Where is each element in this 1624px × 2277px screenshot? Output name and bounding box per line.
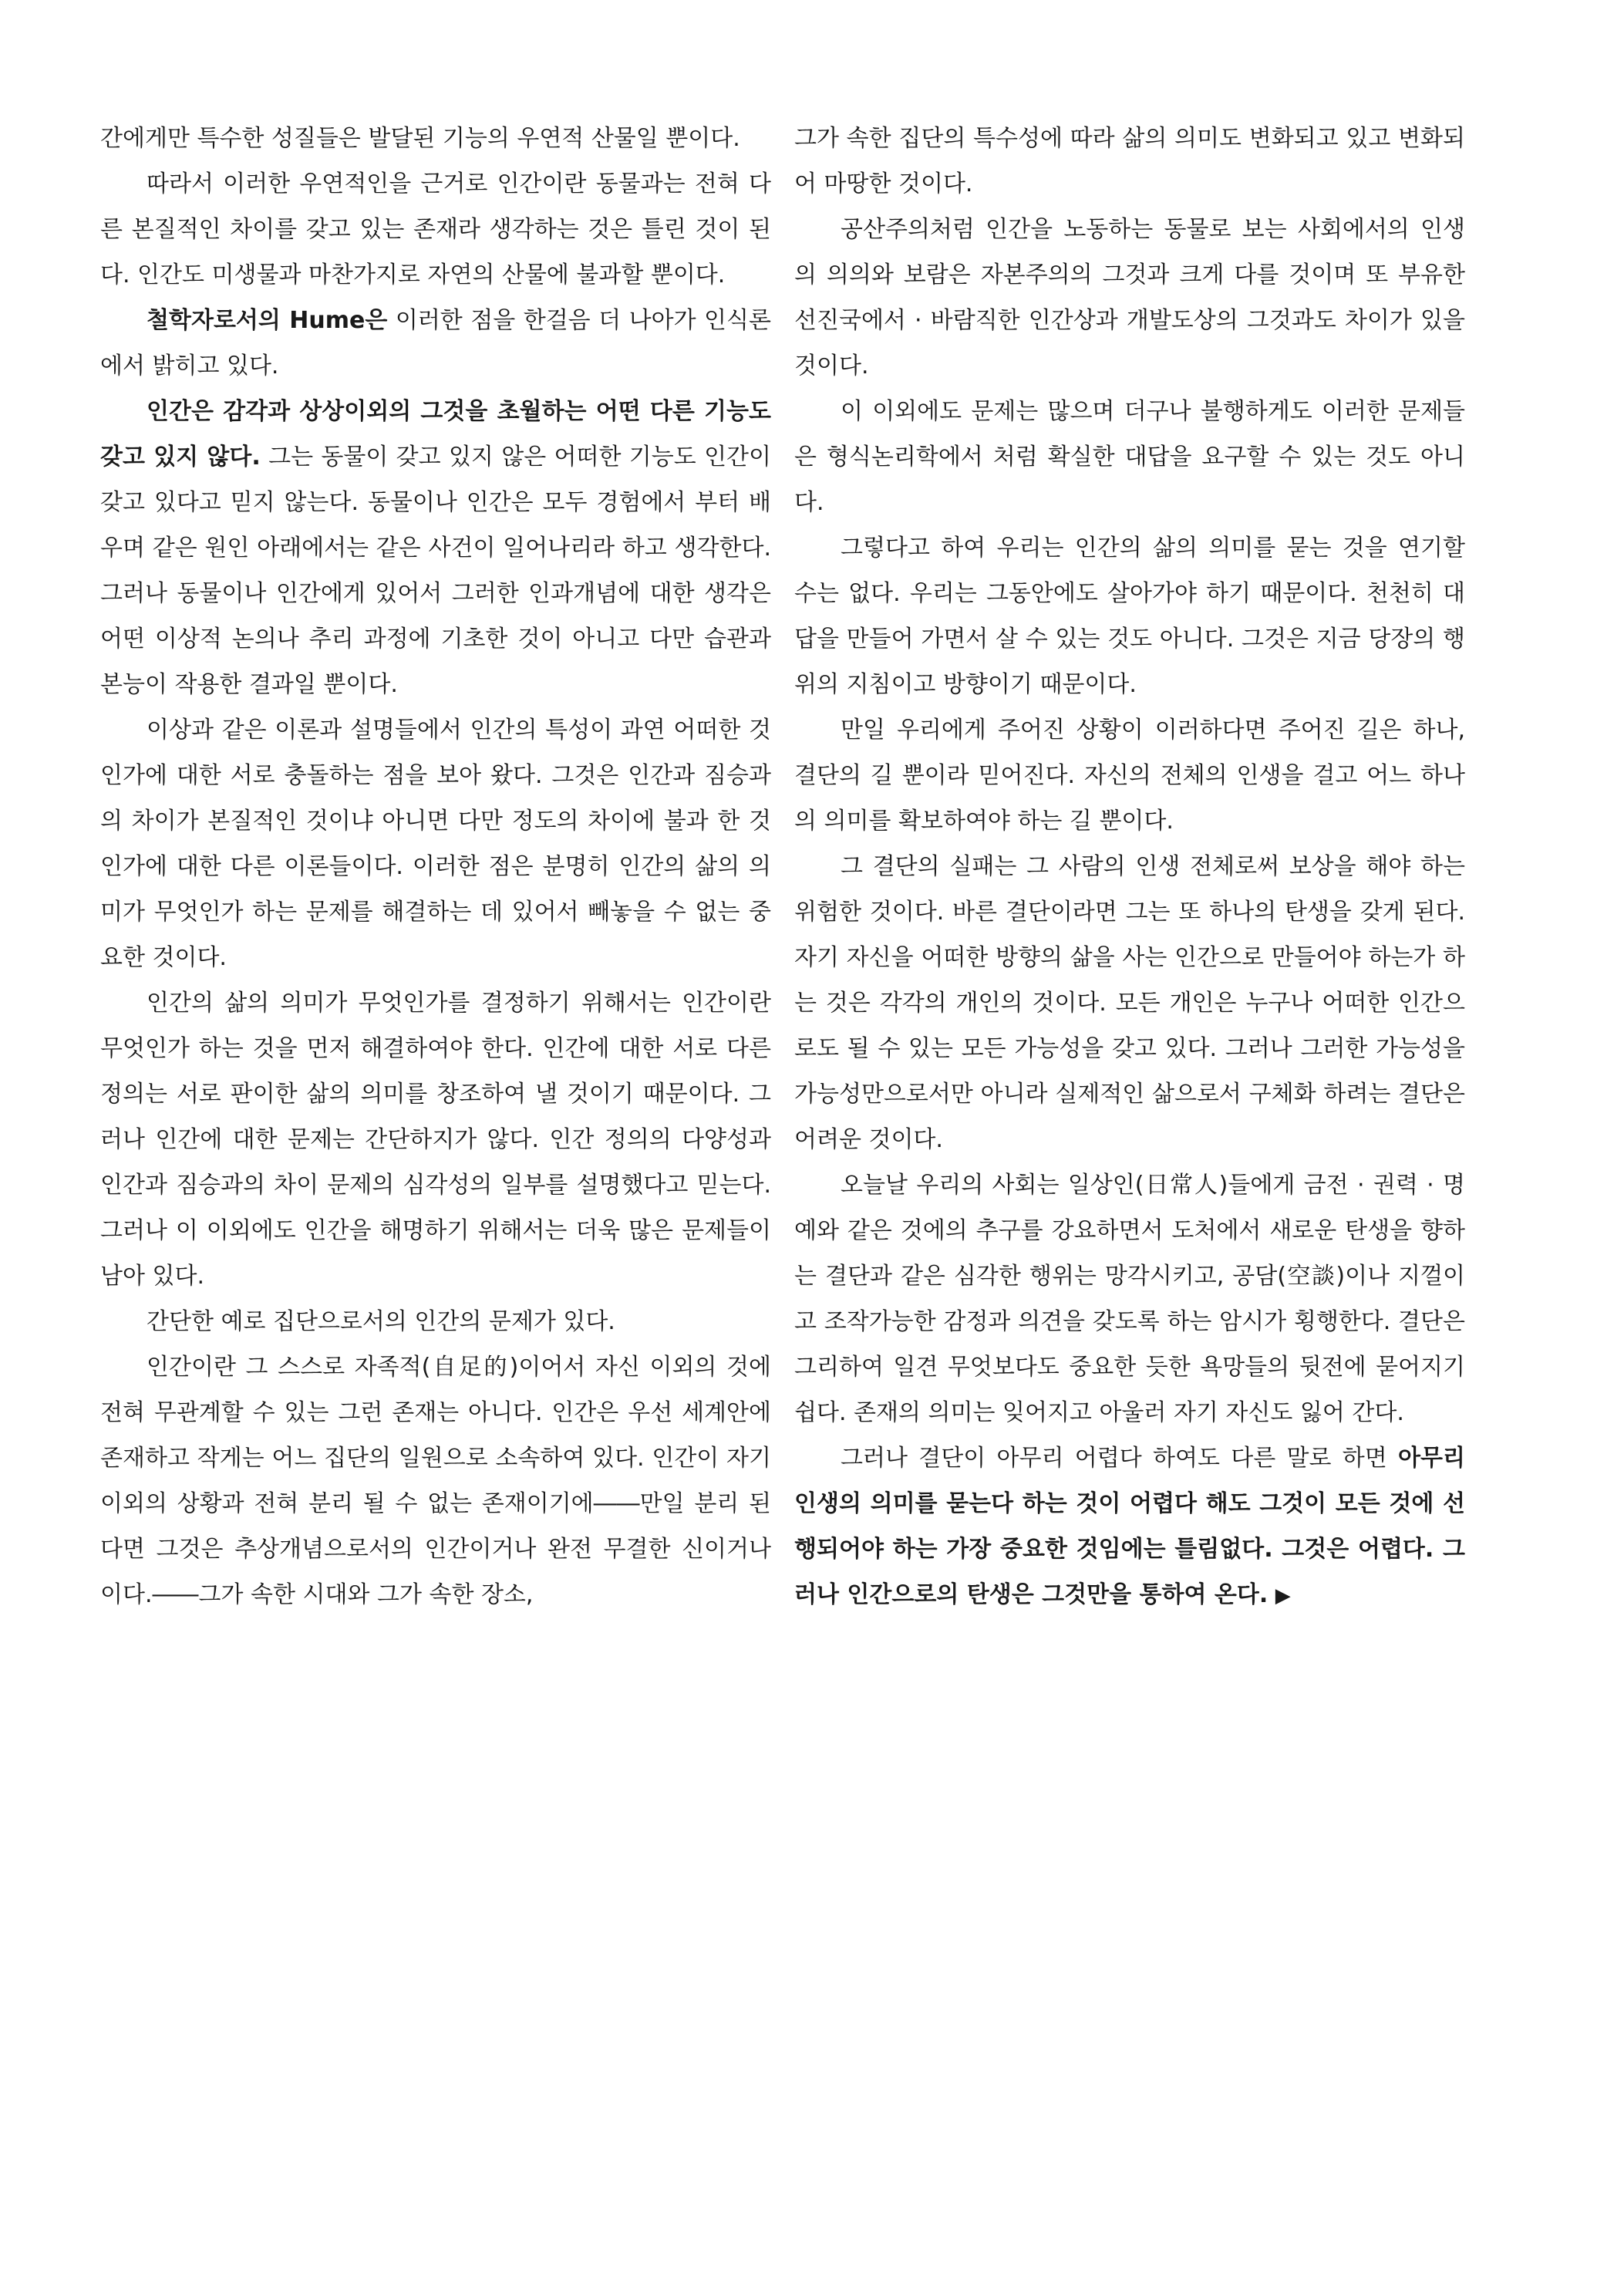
paragraph: 이 이외에도 문제는 많으며 더구나 불행하게도 이러한 문제들은 형식논리학에서 처럼 확실한 대답을 요구할 수 있는 것도 아니다. [794,398,1465,516]
continue-arrow-icon: ▶ [1275,1584,1291,1607]
left-column [100,116,771,1618]
bold-phrase: 아무리 인생의 의미를 묻는다 하는 것이 어렵다 해도 그것이 모든 것에 선행되어야 하는 가장 중요한 것임에는 틀림없다. 그것은 어렵다. 그러나 인간으로의 탄생은 그것만을 통하여 온다. [794,1445,1465,1608]
paragraph: 간단한 예로 집단으로서의 인간의 문제가 있다. [147,1308,615,1335]
paragraph [794,1435,1465,1619]
paragraph [100,389,771,707]
bold-phrase: 인간은 감각과 상상이외의 그것을 초월하는 어떤 다른 기능도 갖고 있지 않다. [100,398,771,471]
paragraph: 만일 우리에게 주어진 상황이 이러하다면 주어진 길은 하나, 결단의 길 뿐이라 믿어진다. 자신의 전체의 인생을 걸고 어느 하나의 의미를 확보하여야 하는 길 뿐이다. [794,717,1465,835]
paragraph: 이상과 같은 이론과 설명들에서 인간의 특성이 과연 어떠한 것인가에 대한 서로 충돌하는 점을 보아 왔다. 그것은 인간과 짐승과의 차이가 본질적인 것이냐 아니면 다만 정도의 차이에 불과 한 것인가에 대한 다른 이론들이다. 이러한 점은 분명히 인간의 삶의 의미가 무엇인가 하는 문제를 해결하는 데 있어서 빼놓을 수 없는 중요한 것이다. [100,717,771,971]
paragraph: 인간의 삶의 의미가 무엇인가를 결정하기 위해서는 인간이란 무엇인가 하는 것을 먼저 해결하여야 한다. 인간에 대한 서로 다른 정의는 서로 판이한 삶의 의미를 창조하여 낼 것이기 때문이다. 그러나 인간에 대한 문제는 간단하지가 않다. 인간 정의의 다양성과 인간과 짐승과의 차이 문제의 심각성의 일부를 설명했다고 믿는다. 그러나 이 이외에도 인간을 해명하기 위해서는 더욱 많은 문제들이 남아 있다. [100,990,771,1290]
bold-phrase: 철학자로서의 Hume은 [147,307,388,334]
paragraph: 그렇다고 하여 우리는 인간의 삶의 의미를 묻는 것을 연기할 수는 없다. 우리는 그동안에도 살아가야 하기 때문이다. 천천히 대답을 만들어 가면서 살 수 있는 것도 아니다. 그것은 지금 당장의 행위의 지침이고 방향이기 때문이다. [794,535,1465,698]
paragraph: 오늘날 우리의 사회는 일상인(日常人)들에게 금전 · 권력 · 명예와 같은 것에의 추구를 강요하면서 도처에서 새로운 탄생을 향하는 결단과 같은 심각한 행위는 망각시키고, 공담(空談)이나 지껄이고 조작가능한 감정과 의견을 갖도록 하는 암시가 횡행한다. 결단은 그리하여 일견 무엇보다도 중요한 듯한 욕망들의 뒷전에 묻어지기 쉽다. 존재의 의미는 잊어지고 아울러 자기 자신도 잃어 간다. [794,1172,1465,1426]
text-span: 그러나 결단이 아무리 어렵다 하여도 다른 말로 하면 [841,1445,1399,1472]
paragraph: 공산주의처럼 인간을 노동하는 동물로 보는 사회에서의 인생의 의의와 보람은 자본주의의 그것과 크게 다를 것이며 또 부유한 선진국에서 · 바람직한 인간상과 개발도상의 그것과도 차이가 있을 것이다. [794,216,1465,380]
paragraph: 그 결단의 실패는 그 사람의 인생 전체로써 보상을 해야 하는 위험한 것이다. 바른 결단이라면 그는 또 하나의 탄생을 갖게 된다. 자기 자신을 어떠한 방향의 삶을 사는 인간으로 만들어야 하는가 하는 것은 각각의 개인의 것이다. 모든 개인은 누구나 어떠한 인간으로도 될 수 있는 모든 가능성을 갖고 있다. 그러나 그러한 가능성을 가능성만으로서만 아니라 실제적인 삶으로서 구체화 하려는 결단은 어려운 것이다. [794,853,1465,1153]
paragraph: 따라서 이러한 우연적인을 근거로 인간이란 동물과는 전혀 다른 본질적인 차이를 갖고 있는 존재라 생각하는 것은 틀린 것이 된다. 인간도 미생물과 마찬가지로 자연의 산물에 불과할 뿐이다. [100,170,771,288]
paragraph: 인간이란 그 스스로 자족적(自足的)이어서 자신 이외의 것에 전혀 무관계할 수 있는 그런 존재는 아니다. 인간은 우선 세계안에 존재하고 작게는 어느 집단의 일원으로 소속하여 있다. 인간이 자기 이외의 상황과 전혀 분리 될 수 없는 존재이기에――만일 분리 된다면 그것은 추상개념으로서의 인간이거나 완전 무결한 신이거나 이다.――그가 속한 시대와 그가 속한 장소, [100,1354,771,1608]
text-span: 이러한 점을 한걸음 더 나아가 인식론에서 밝히고 있다. [100,307,771,380]
paragraph [100,298,771,389]
right-column [794,116,1465,1619]
paragraph: 간에게만 특수한 성질들은 발달된 기능의 우연적 산물일 뿐이다. [100,125,740,152]
paragraph: 그가 속한 집단의 특수성에 따라 삶의 의미도 변화되고 있고 변화되어 마땅한 것이다. [794,125,1465,197]
text-span: 그는 동물이 갖고 있지 않은 어떠한 기능도 인간이 갖고 있다고 믿지 않는다. 동물이나 인간은 모두 경험에서 부터 배우며 같은 원인 아래에서는 같은 사건이 일어나리라 하고 생각한다. 그러나 동물이나 인간에게 있어서 그러한 인과개념에 대한 생각은 어떤 이상적 논의나 추리 과정에 기초한 것이 아니고 다만 습관과 본능이 작용한 결과일 뿐이다. [100,444,772,698]
